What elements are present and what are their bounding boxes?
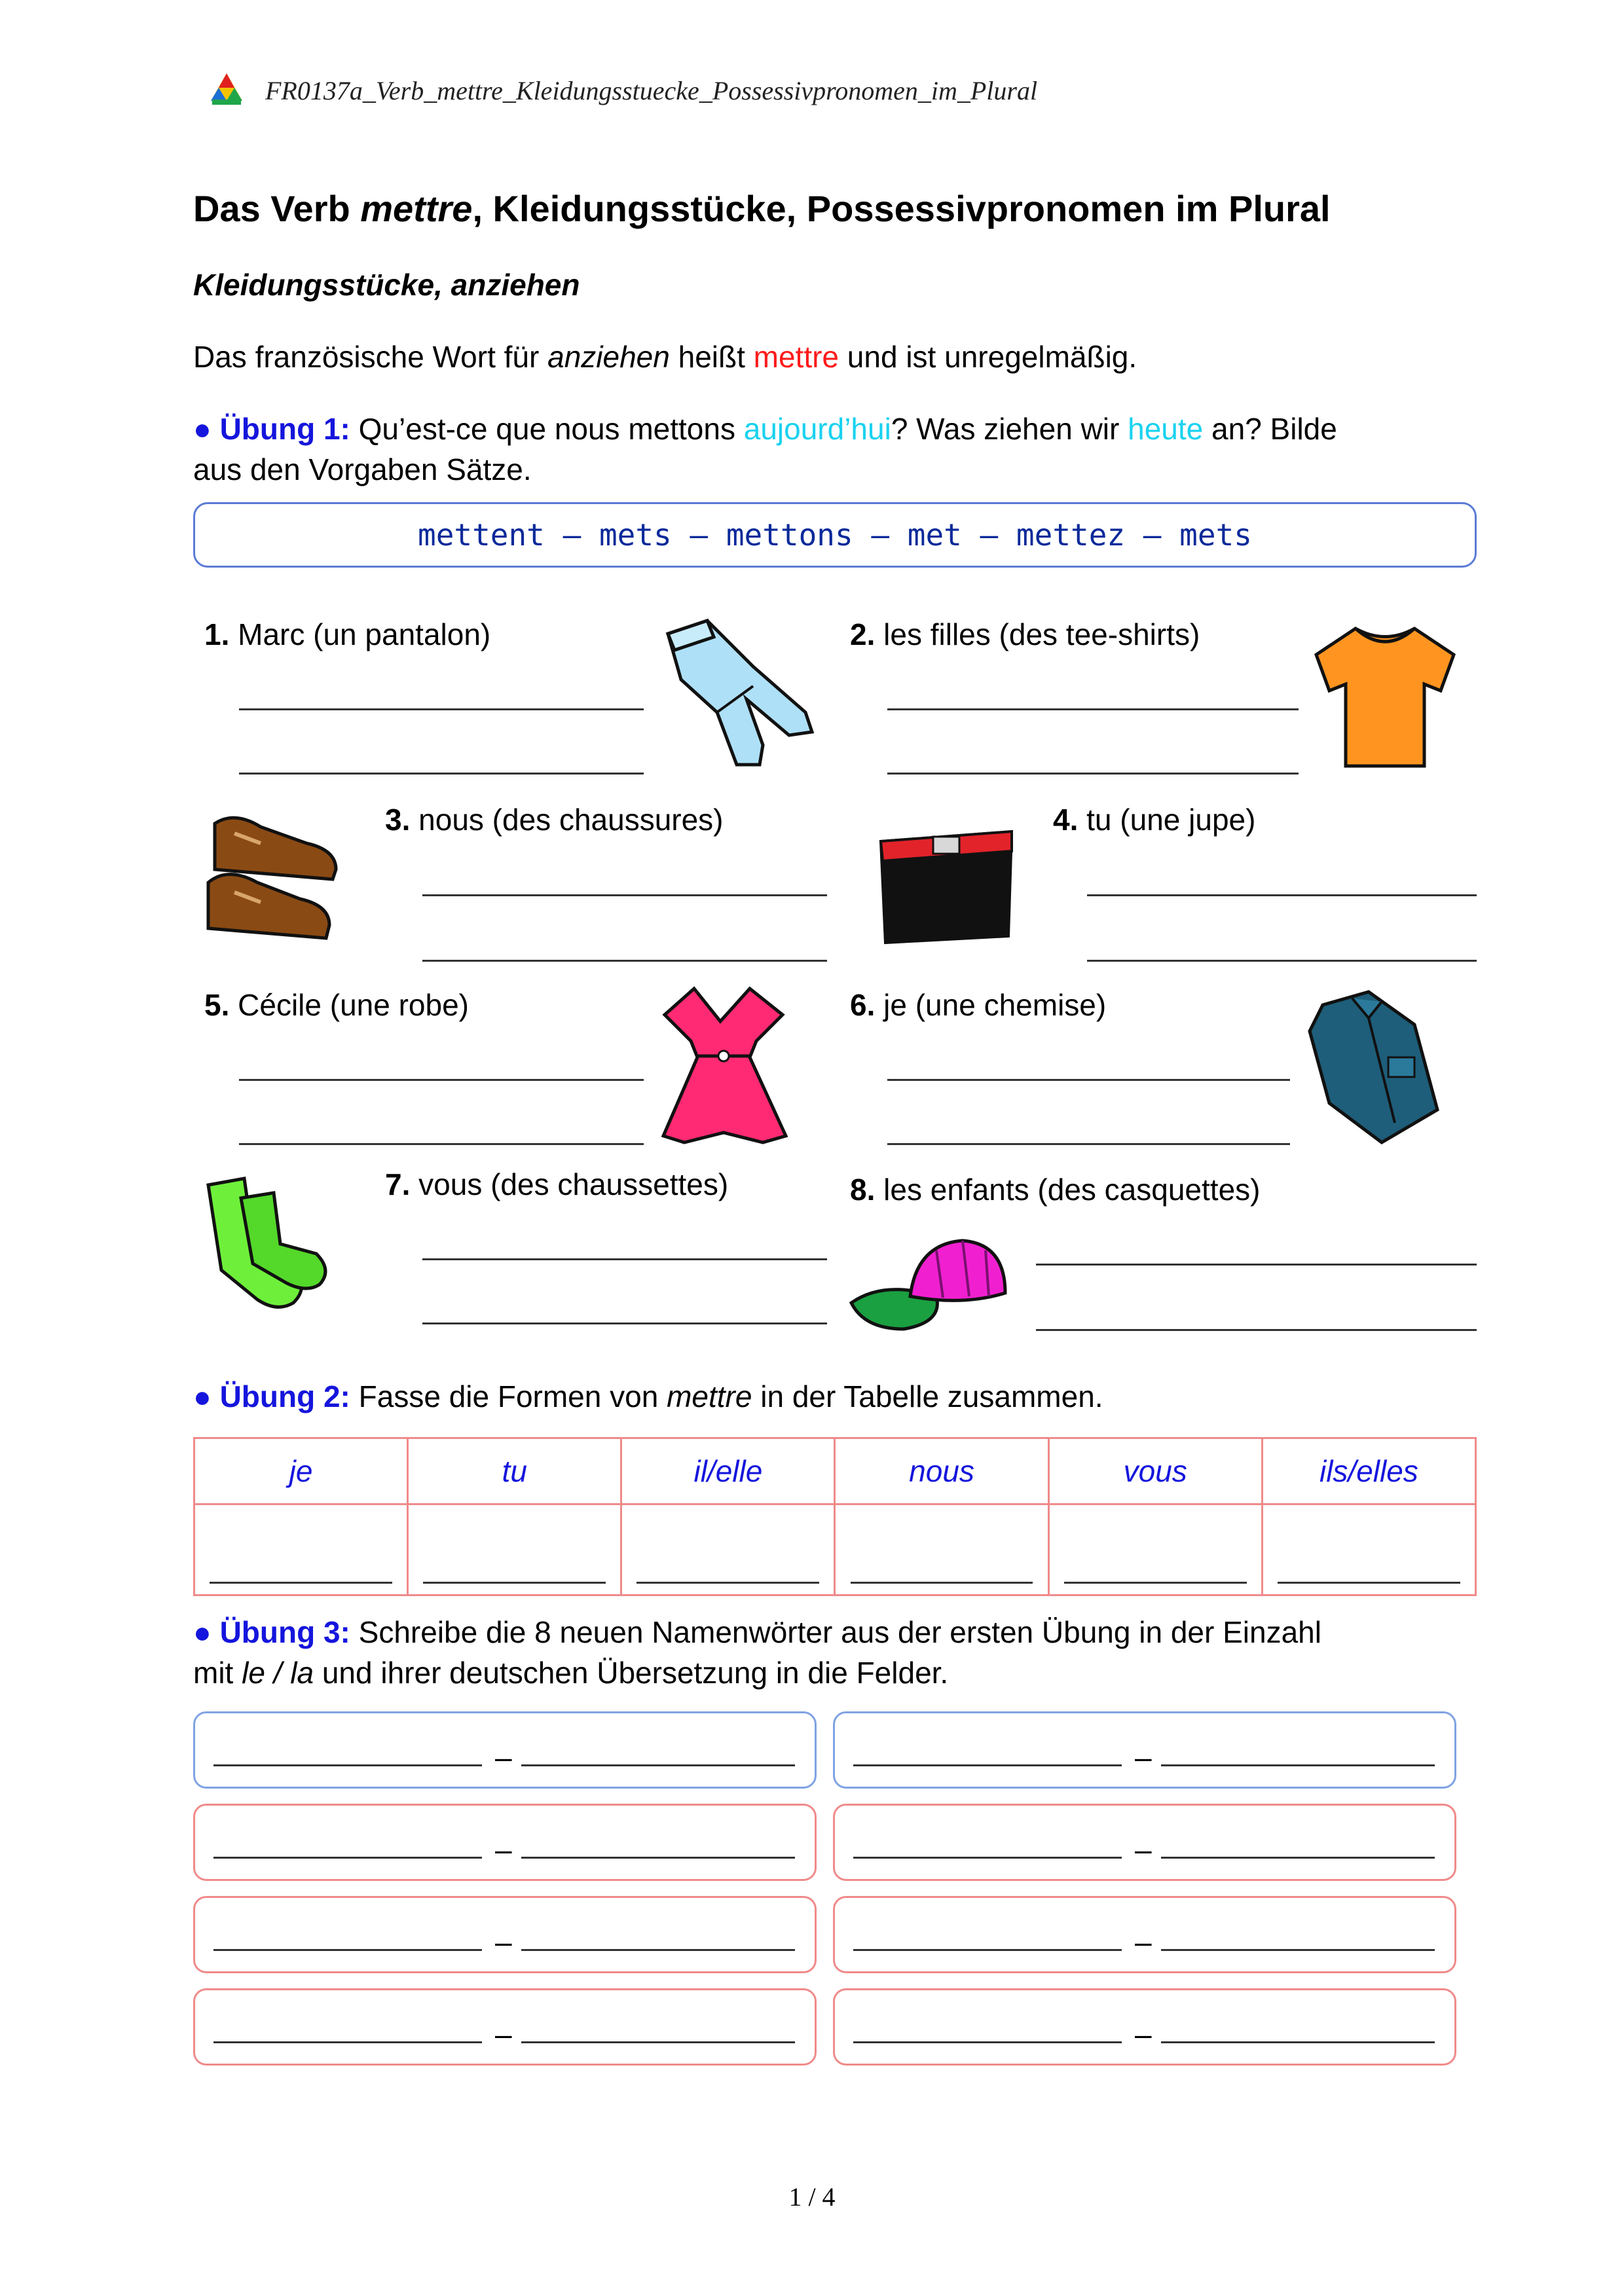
table-header-cell: ils/elles	[1262, 1438, 1475, 1504]
table-header-cell: tu	[408, 1438, 621, 1504]
answer-line[interactable]	[422, 1322, 827, 1324]
page-number: 1 / 4	[788, 2182, 836, 2212]
answer-line[interactable]	[1087, 894, 1477, 896]
section-subtitle: Kleidungsstücke, anziehen	[193, 268, 580, 302]
exercise-item-5: 5. Cécile (une robe)	[204, 988, 469, 1022]
exercise-item-3: 3. nous (des chaussures)	[385, 803, 724, 837]
table-answer-cell[interactable]	[1262, 1504, 1475, 1595]
answer-line[interactable]	[1036, 1264, 1477, 1266]
shoes-icon	[195, 804, 346, 948]
trousers-icon	[655, 608, 819, 771]
exercise-item-6: 6. je (une chemise)	[850, 988, 1107, 1022]
answer-line[interactable]	[239, 1079, 644, 1081]
vocab-answer-box[interactable]: –	[833, 1988, 1456, 2066]
table-header-cell: je	[194, 1438, 408, 1504]
exercise-3-instruction: ● Übung 3: Schreibe die 8 neuen Namenwörter aus der ersten Übung in der Einzahl mit le / la und ihrer deutschen Übersetzung in die Felder.	[193, 1615, 1321, 1690]
triangle-logo-icon	[208, 71, 245, 107]
vocab-answer-box[interactable]: –	[193, 1988, 817, 2066]
socks-icon	[195, 1172, 336, 1322]
vocab-answer-box[interactable]: –	[833, 1896, 1456, 1973]
table-answer-cell[interactable]	[835, 1504, 1048, 1595]
conjugation-table	[193, 1437, 1477, 1596]
answer-line[interactable]	[422, 894, 827, 896]
exercise-1-instruction: ● Übung 1: Qu’est-ce que nous mettons aujourd’hui? Was ziehen wir heute an? Bilde aus den Vorgaben Sätze.	[193, 412, 1337, 486]
answer-line[interactable]	[422, 1258, 827, 1260]
table-answer-cell[interactable]	[408, 1504, 621, 1595]
vocab-answer-box[interactable]: –	[833, 1711, 1456, 1789]
table-answer-cell[interactable]	[194, 1504, 408, 1595]
exercise-item-4: 4. tu (une jupe)	[1053, 803, 1256, 837]
answer-line[interactable]	[422, 960, 827, 962]
answer-line[interactable]	[239, 773, 644, 774]
answer-line[interactable]	[239, 1143, 644, 1145]
exercise-item-2: 2. les filles (des tee-shirts)	[850, 617, 1200, 651]
vocab-answer-box[interactable]: –	[193, 1804, 817, 1881]
answer-line[interactable]	[887, 773, 1299, 774]
intro-text: Das französische Wort für anziehen heißt mettre und ist unregelmäßig.	[193, 340, 1137, 374]
vocab-answer-box[interactable]: –	[193, 1711, 817, 1789]
table-header-cell: vous	[1048, 1438, 1262, 1504]
answer-line[interactable]	[887, 1143, 1290, 1145]
table-header-cell: nous	[835, 1438, 1048, 1504]
vocab-answer-box[interactable]: –	[193, 1896, 817, 1973]
answer-line[interactable]	[887, 708, 1299, 710]
answer-line[interactable]	[887, 1079, 1290, 1081]
header-filename: FR0137a_Verb_mettre_Kleidungsstuecke_Possessivpronomen_im_Plural	[265, 76, 1038, 105]
answer-line[interactable]	[1036, 1329, 1477, 1331]
cap-icon	[845, 1231, 1015, 1336]
exercise-item-7: 7. vous (des chaussettes)	[385, 1167, 729, 1201]
skirt-icon	[877, 825, 1015, 946]
exercise-item-8: 8. les enfants (des casquettes)	[850, 1173, 1261, 1207]
tshirt-icon	[1310, 619, 1460, 773]
dress-icon	[658, 979, 789, 1149]
table-answer-cell[interactable]	[1048, 1504, 1262, 1595]
verb-forms-box: mettent – mets – mettons – met – mettez – mets	[193, 502, 1477, 568]
table-header-cell: il/elle	[621, 1438, 835, 1504]
exercise-item-1: 1. Marc (un pantalon)	[204, 617, 491, 651]
vocab-answer-box[interactable]: –	[833, 1804, 1456, 1881]
shirt-icon	[1297, 985, 1444, 1146]
page-title: Das Verb mettre, Kleidungsstücke, Possessivpronomen im Plural	[193, 188, 1331, 229]
exercise-2-instruction: ● Übung 2: Fasse die Formen von mettre in der Tabelle zusammen.	[193, 1379, 1103, 1413]
answer-line[interactable]	[239, 708, 644, 710]
table-answer-cell[interactable]	[621, 1504, 835, 1595]
answer-line[interactable]	[1087, 960, 1477, 962]
